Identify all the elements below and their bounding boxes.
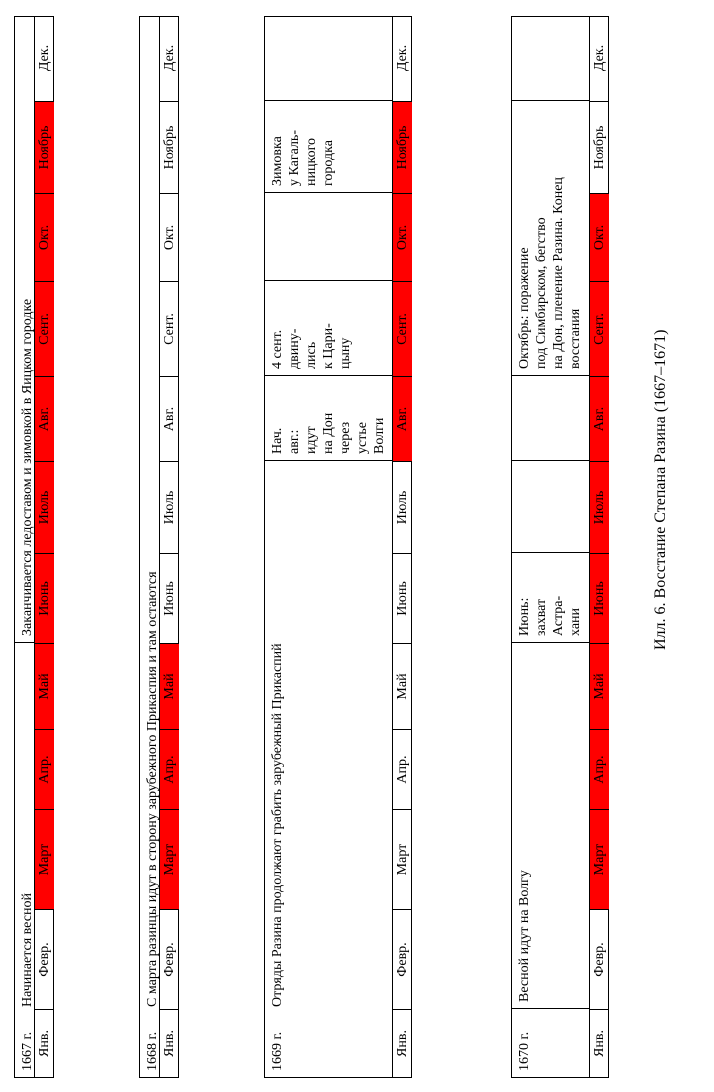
note-text: Зимовка у Кагаль- ницкого городка	[270, 130, 336, 186]
months-row	[392, 17, 412, 1077]
year-block-1669	[264, 16, 412, 1078]
month-cell: Янв.	[590, 1009, 609, 1077]
notes-row	[15, 17, 34, 1077]
note-cell	[265, 15, 392, 101]
month-cell: Май	[393, 643, 412, 729]
month-cell: Июль	[160, 461, 179, 553]
month-cell: Окт.	[35, 193, 54, 281]
month-cell: Июнь	[160, 553, 179, 643]
note-cell	[265, 101, 392, 193]
month-cell: Сент.	[590, 281, 609, 376]
note-cell	[265, 376, 392, 461]
notes-row	[265, 17, 392, 1077]
month-cell: Дек.	[394, 44, 410, 72]
note-cell	[512, 15, 589, 101]
year-block-1668	[139, 16, 179, 1078]
month-cell: Авг.	[393, 376, 412, 461]
month-cell: Май	[160, 643, 179, 729]
note-cell	[512, 553, 589, 643]
months-row	[34, 17, 54, 1077]
month-cell: Апр.	[590, 729, 609, 809]
month-cell: Июль	[590, 461, 609, 553]
note-cell	[512, 1009, 589, 1077]
figure-caption: Илл. 6. Восстание Степана Разина (1667–1671)	[652, 329, 669, 650]
month-cell: Февр.	[35, 909, 54, 1009]
note-cell	[265, 461, 392, 1077]
note-text: С марта разинцы идут в сторону зарубежного Прикаспия и там остаются	[145, 571, 160, 1007]
month-cell: Май	[35, 643, 54, 729]
note-text: Заканчивается ледоставом и зимовкой в Яицком городке	[20, 298, 35, 636]
month-cell: Ноябрь	[590, 101, 609, 193]
months-row	[159, 17, 179, 1077]
month-cell: Ноябрь	[393, 101, 412, 193]
month-cell: Март	[393, 809, 412, 909]
month-cell: Окт.	[393, 193, 412, 281]
note-text: Начинается весной	[20, 893, 35, 1007]
note-cell	[512, 101, 589, 376]
month-cell: Дек.	[36, 44, 52, 72]
note-text: Отряды Разина продолжают грабить зарубежный Прикаспий	[270, 643, 285, 1007]
month-cell: Февр.	[393, 909, 412, 1009]
month-cell: Дек.	[161, 44, 177, 72]
note-text: Октябрь: поражение под Симбирском, бегство на Дон, пленение Разина. Конец восстания	[517, 177, 583, 369]
month-cell: Апр.	[35, 729, 54, 809]
notes-row	[512, 17, 589, 1077]
month-cell: Апр.	[160, 729, 179, 809]
month-cell: Апр.	[393, 729, 412, 809]
note-text: Весной идут на Волгу	[517, 870, 532, 1002]
months-row	[589, 17, 609, 1077]
month-cell: Авг.	[35, 376, 54, 461]
year-label: 1670 г.	[517, 1031, 532, 1071]
note-cell	[265, 281, 392, 376]
note-text: Нач. авг.: идут на Дон через устье Волги	[270, 412, 387, 454]
month-cell: Окт.	[590, 193, 609, 281]
month-cell: Сент.	[393, 281, 412, 376]
month-cell: Июнь	[35, 553, 54, 643]
month-cell: Янв.	[393, 1009, 412, 1077]
month-cell: Июль	[35, 461, 54, 553]
note-cell	[512, 643, 589, 1009]
year-label: 1667 г.	[20, 1031, 35, 1071]
month-cell: Авг.	[160, 376, 179, 461]
month-cell: Март	[35, 809, 54, 909]
note-cell	[15, 15, 34, 643]
note-cell	[512, 376, 589, 461]
month-cell: Июнь	[590, 553, 609, 643]
month-cell: Март	[160, 809, 179, 909]
note-text: 4 сент. двину- лись к Цари- цыну	[270, 323, 353, 369]
month-cell: Янв.	[160, 1009, 179, 1077]
month-cell: Февр.	[160, 909, 179, 1009]
year-label: 1668 г.	[145, 1031, 160, 1071]
month-cell: Ноябрь	[160, 101, 179, 193]
month-cell: Янв.	[35, 1009, 54, 1077]
year-block-1670	[511, 16, 609, 1078]
month-cell: Сент.	[160, 281, 179, 376]
note-cell	[512, 461, 589, 553]
year-label: 1669 г.	[270, 1031, 285, 1071]
month-cell: Март	[590, 809, 609, 909]
month-cell: Авг.	[590, 376, 609, 461]
month-cell: Дек.	[591, 44, 607, 72]
month-cell: Окт.	[160, 193, 179, 281]
note-cell	[140, 15, 159, 1077]
month-cell: Ноябрь	[35, 101, 54, 193]
month-cell: Февр.	[590, 909, 609, 1009]
note-cell	[15, 643, 34, 1077]
year-block-1667	[14, 16, 54, 1078]
note-text: Июнь: захват Астра- хани	[517, 595, 583, 636]
notes-row	[140, 17, 159, 1077]
month-cell: Июнь	[393, 553, 412, 643]
note-cell	[265, 193, 392, 281]
month-cell: Июль	[393, 461, 412, 553]
month-cell: Сент.	[35, 281, 54, 376]
month-cell: Май	[590, 643, 609, 729]
